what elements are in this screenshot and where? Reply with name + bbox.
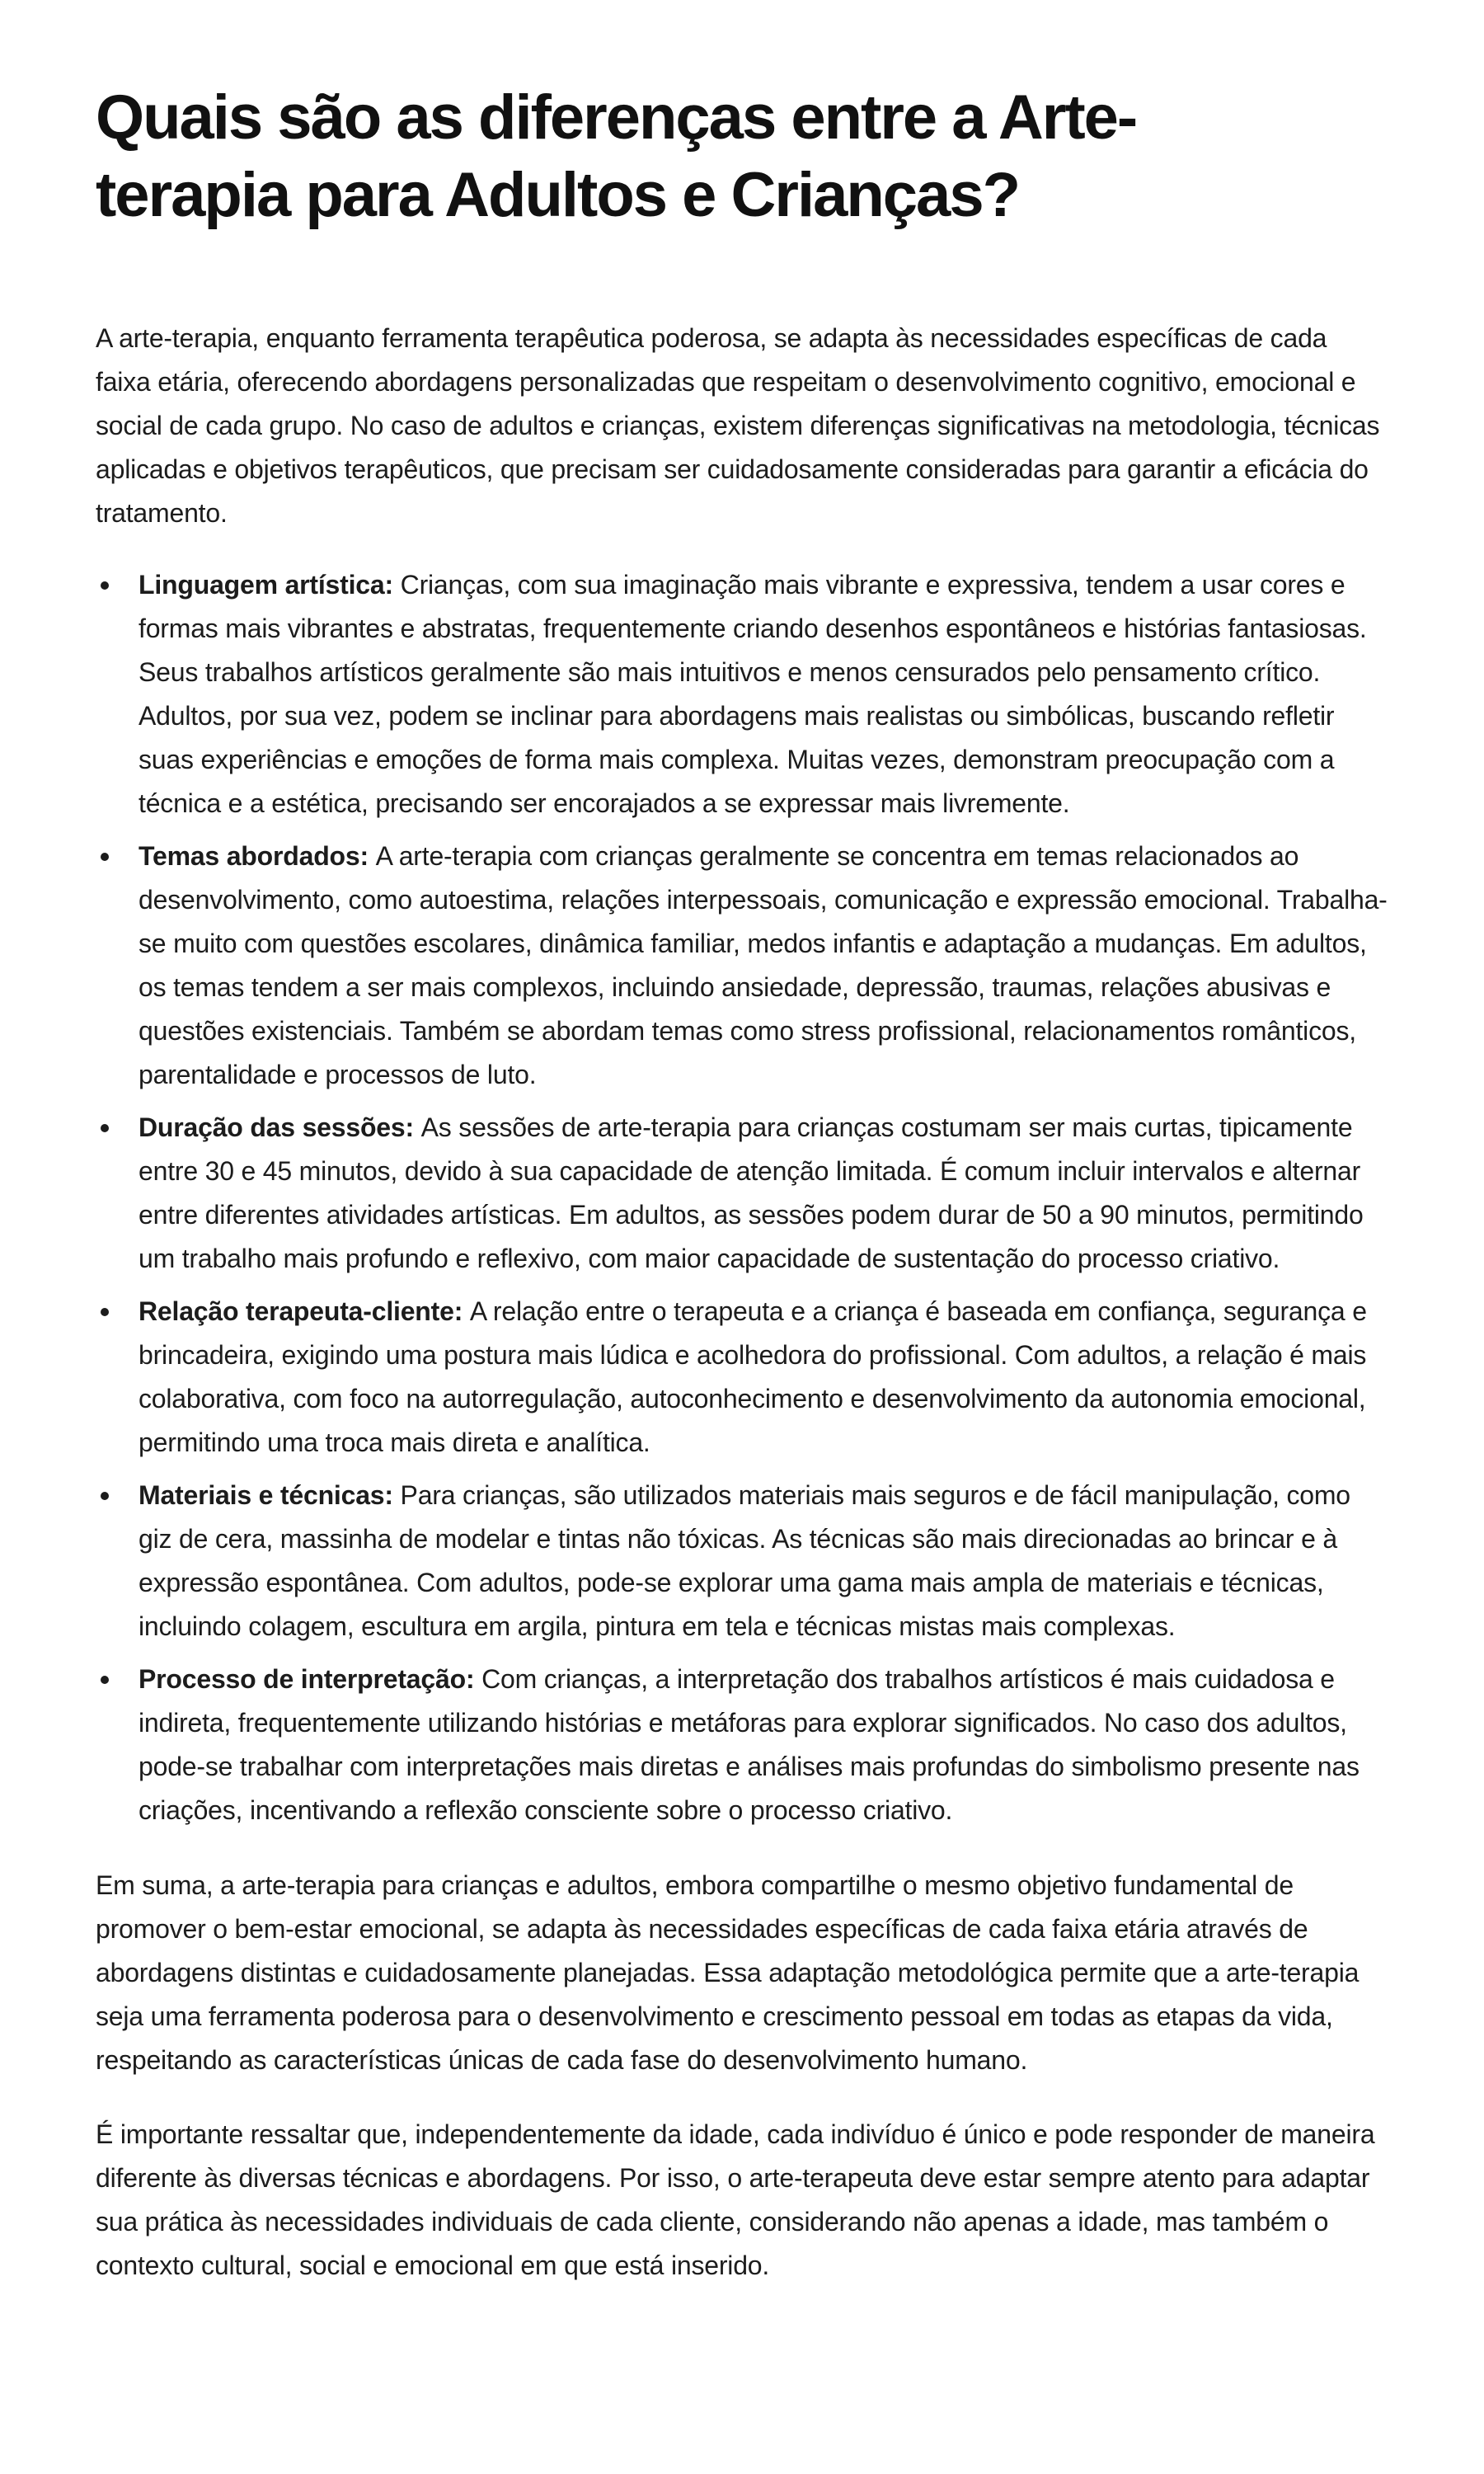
list-item (96, 1474, 1388, 1649)
list-item-term: Materiais e técnicas: (139, 1480, 401, 1510)
intro-paragraph: A arte-terapia, enquanto ferramenta terapêutica poderosa, se adapta às necessidades específicas de cada faixa etária, oferecendo abordagens personalizadas que respeitam o desenvolvimento cognitivo, emocional e social de cada grupo. No caso de adultos e crianças, existem diferenças significativas na metodologia, técnicas aplicadas e objetivos terapêuticos, que precisam ser cuidadosamente consideradas para garantir a eficácia do tratamento. (96, 323, 1380, 528)
list-item (96, 563, 1388, 825)
list-item (96, 1106, 1388, 1281)
list-item-term: Processo de interpretação: (139, 1664, 482, 1694)
closing-paragraph: É importante ressaltar que, independentemente da idade, cada indivíduo é único e pode responder de maneira diferente às diversas técnicas e abordagens. Por isso, o arte-terapeuta deve estar sempre atento para adaptar sua prática às necessidades individuais de cada cliente, considerando não apenas a idade, mas também o contexto cultural, social e emocional em que está inserido. (96, 2119, 1375, 2280)
bullet-icon (101, 853, 109, 861)
list-item (96, 1290, 1388, 1465)
list-item-text: A relação entre o terapeuta e a criança é baseada em confiança, segurança e brincadeira, exigindo uma postura mais lúdica e acolhedora do profissional. Com adultos, a relação é mais colaborativa, com foco na autorregulação, autoconhecimento e desenvolvimento da autonomia emocional, permitindo uma troca mais direta e analítica. (139, 1296, 1367, 1457)
list-item-term: Relação terapeuta-cliente: (139, 1296, 470, 1326)
list-item-text: Para crianças, são utilizados materiais mais seguros e de fácil manipulação, como giz de cera, massinha de modelar e tintas não tóxicas. As técnicas são mais direcionadas ao brincar e à expressão espontânea. Com adultos, pode-se explorar uma gama mais ampla de materiais e técnicas, incluindo colagem, escultura em argila, pintura em tela e técnicas mistas mais complexas. (139, 1480, 1350, 1641)
list-item-text: Crianças, com sua imaginação mais vibrante e expressiva, tendem a usar cores e formas mais vibrantes e abstratas, frequentemente criando desenhos espontâneos e histórias fantasiosas. Seus trabalhos artísticos geralmente são mais intuitivos e menos censurados pelo pensamento crítico. Adultos, por sua vez, podem se inclinar para abordagens mais realistas ou simbólicas, buscando refletir suas experiências e emoções de forma mais complexa. Muitas vezes, demonstram preocupação com a técnica e a estética, precisando ser encorajados a se expressar mais livremente. (139, 570, 1367, 818)
list-item-term: Duração das sessões: (139, 1112, 421, 1142)
list-item-term: Linguagem artística: (139, 570, 401, 600)
list-item-term: Temas abordados: (139, 841, 376, 871)
bullet-icon (101, 1308, 109, 1316)
summary-paragraph: Em suma, a arte-terapia para crianças e adultos, embora compartilhe o mesmo objetivo fundamental de promover o bem-estar emocional, se adapta às necessidades específicas de cada faixa etária através de abordagens distintas e cuidadosamente planejadas. Essa adaptação metodológica permite que a arte-terapia seja uma ferramenta poderosa para o desenvolvimento e crescimento pessoal em todas as etapas da vida, respeitando as características únicas de cada fase do desenvolvimento humano. (96, 1870, 1360, 2075)
article-title: Quais são as diferenças entre a Arte-terapia para Adultos e Crianças? (96, 82, 1137, 230)
bullet-icon (101, 1492, 109, 1500)
differences-list (96, 563, 1388, 1832)
bullet-icon (101, 1124, 109, 1132)
list-item-text: A arte-terapia com crianças geralmente se concentra em temas relacionados ao desenvolvimento, como autoestima, relações interpessoais, comunicação e expressão emocional. Trabalha-se muito com questões escolares, dinâmica familiar, medos infantis e adaptação a mudanças. Em adultos, os temas tendem a ser mais complexos, incluindo ansiedade, depressão, traumas, relações abusivas e questões existenciais. Também se abordam temas como stress profissional, relacionamentos românticos, parentalidade e processos de luto. (139, 841, 1388, 1089)
bullet-icon (101, 581, 109, 590)
list-item-text: As sessões de arte-terapia para crianças costumam ser mais curtas, tipicamente entre 30 e 45 minutos, devido à sua capacidade de atenção limitada. É comum incluir intervalos e alternar entre diferentes atividades artísticas. Em adultos, as sessões podem durar de 50 a 90 minutos, permitindo um trabalho mais profundo e reflexivo, com maior capacidade de sustentação do processo criativo. (139, 1112, 1364, 1273)
bullet-icon (101, 1676, 109, 1684)
list-item-text: Com crianças, a interpretação dos trabalhos artísticos é mais cuidadosa e indireta, frequentemente utilizando histórias e metáforas para explorar significados. No caso dos adultos, pode-se trabalhar com interpretações mais diretas e análises mais profundas do simbolismo presente nas criações, incentivando a reflexão consciente sobre o processo criativo. (139, 1664, 1360, 1825)
list-item (96, 1658, 1388, 1832)
list-item (96, 835, 1388, 1097)
